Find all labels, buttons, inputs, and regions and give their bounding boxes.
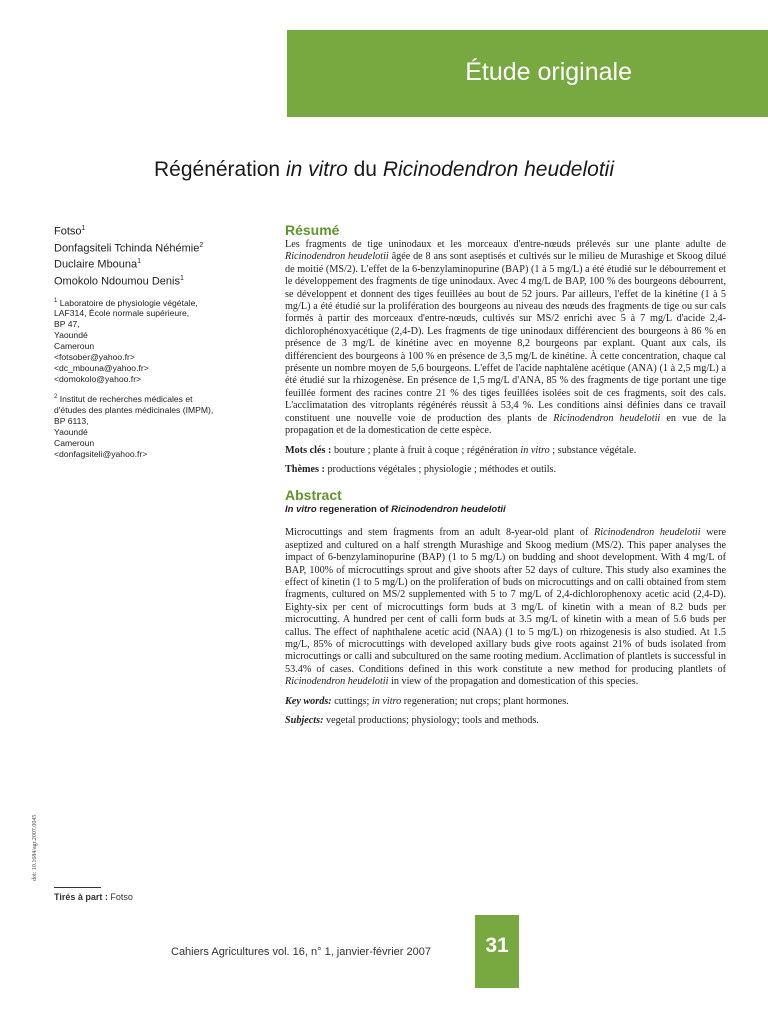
themes-fr: Thèmes : productions végétales ; physiologie ; méthodes et outils. bbox=[285, 463, 557, 475]
section-label: Étude originale bbox=[465, 58, 632, 86]
author-name: Omokolo Ndoumou Denis$^1$ bbox=[54, 274, 184, 288]
abstract-subtitle: In vitro regeneration of Ricinodendron heudelotii bbox=[285, 504, 506, 516]
journal-footer: Cahiers Agricultures vol. 16, n° 1, janvier-février 2007 bbox=[171, 946, 431, 958]
resume-text: Les fragments de tige uninodaux et les morceaux d'entre-nœuds prélevés sur une plante adulte de Ricinodendron heudelotii âgée de 8 ans sont aseptisés et cultivés sur le milieu de Murashige et Skoog dilué de moitié (MS/2). L'effet de la 6-benzylaminopurine (BAP) (1 à 5 mg/L) a été étudié sur le débourrement et le développement des fragments de tige uninodaux. Avec 4 mg/L de BAP, 100 % des bourgeons débourrent, se développent et donnent des tiges feuillées au bout de 52 jours. Par ailleurs, l'effet de la kinétine (1 à 5 mg/L) a été étudié sur la prolifération des bourgeons au niveau des nœuds des fragments de tige ou sur cals formés à partir des morceaux d'entre-nœuds, cultivés sur MS/2 enrichi avec 5 à 7 mg/L d'acide 2,4-dichlorophénoxyacétique (2,4-D). Les fragments de tige uninodaux différencient des bourgeons à 86 % en présence de 3 mg/L de kinétine avec en moyenne 8,2 bourgeons par explant. Quant aux cals, ils différencient des bourgeons à 100 % en présence de 3,5 mg/L de kinétine. À cette concentration, chaque cal présente un nombre moyen de 5,6 bourgeons. L'effet de l'acide naphtalène acétique (ANA) (1 à 2,5 mg/L) a été étudié sur la rhizogenèse. En présence de 1,5 mg/L d'ANA, 85 % des fragments de tige portant une tige feuillée forment des racines contre 21 % des tiges feuillées isolées soit de ces fragments, soit des cals. L'acclimatation des vitroplants régénérés réussit à 53,4 %. Les conditions ainsi définies dans ce travail constituent une nouvelle voie de production des plants de Ricinodendron heudelotii en vue de la propagation et de la domestication de cette espèce. bbox=[285, 239, 726, 437]
abstract-heading: Abstract bbox=[285, 487, 342, 504]
main-column bbox=[285, 222, 726, 727]
author-column bbox=[54, 222, 274, 460]
reprint-requests: Tirés à part : Fotso bbox=[54, 892, 133, 902]
author-name: Fotso$^1$ bbox=[54, 225, 86, 238]
affiliation-1: $^1$ Laboratoire de physiologie végétale, LAF314, École normale supérieure, BP 47, Yaoundé Cameroun <fotsober@yahoo.fr> <dc_mbouna@yahoo.fr> <domokolo@yahoo.fr> bbox=[54, 296, 274, 386]
doi-label: doi: 10.1684/agr.2007.0045 bbox=[32, 814, 38, 881]
resume-heading: Résumé bbox=[285, 222, 340, 238]
abstract-text: Microcuttings and stem fragments from an adult 8-year-old plant of Ricinodendron heudelotii were aseptized and cultured on a half strength Murashige and Skoog medium (MS/2). This paper analyses the impact of 6-benzylaminopurine (BAP) (1 to 5 mg/L) on budding and shoot development. With 4 mg/L of BAP, 100% of microcuttings sprout and give shoots after 52 days of culture. This study also examines the effect of kinetin (1 to 5 mg/L) on the proliferation of buds on microcuttings and on calli obtained from stem fragments, cultured on MS/2 supplemented with 5 to 7 mg/L of 2,4-dichlorophenoxy acetic acid (2,4-D). Eighty-six per cent of microcuttings form buds at 3 mg/L of kinetin with a mean of 8.2 buds per microcutting. A hundred per cent of calli form buds at 3.5 mg/L of kinetin with a mean of 5.6 buds per callus. The effect of naphthalene acetic acid (NAA) (1 to 5 mg/L) on rhizogenesis is also studied. At 1.5 mg/L, 85% of microcuttings with developed axillary buds give roots against 21% of buds isolated from microcuttings or calli and subcultured on the same rooting medium. Acclimation of plantlets is successful in 53.4% of cases. Conditions defined in this work constitute a new method for producing plantlets of Ricinodendron heudelotii in view of the propagation and domestication of this species. bbox=[285, 527, 726, 688]
email-link[interactable]: <fotsober@yahoo.fr> bbox=[54, 352, 135, 363]
divider bbox=[54, 887, 101, 888]
author-name: Duclaire Mbouna$^1$ bbox=[54, 258, 142, 271]
subjects-en: Subjects: vegetal productions; physiology; tools and methods. bbox=[285, 715, 539, 726]
author-name: Donfagsiteli Tchinda Néhémie$^2$ bbox=[54, 241, 204, 255]
affiliation-2: $^2$ Institut de recherches médicales et d'études des plantes médicinales (IMPM), BP 6113, Yaoundé Cameroun <donfagsiteli@yahoo.fr> bbox=[54, 392, 274, 460]
article-title: Régénération in vitro du Ricinodendron heudelotii bbox=[154, 158, 614, 181]
keywords-en: Key words: cuttings; in vitro regeneration; nut crops; plant hormones. bbox=[285, 695, 569, 707]
page-number: 31 bbox=[485, 934, 509, 957]
keywords-fr: Mots clés : bouture ; plante à fruit à coque ; régénération in vitro ; substance végétale. bbox=[285, 444, 637, 456]
email-link[interactable]: <domokolo@yahoo.fr> bbox=[54, 374, 142, 385]
email-link[interactable]: <donfagsiteli@yahoo.fr> bbox=[54, 449, 148, 460]
email-link[interactable]: <dc_mbouna@yahoo.fr> bbox=[54, 363, 149, 374]
